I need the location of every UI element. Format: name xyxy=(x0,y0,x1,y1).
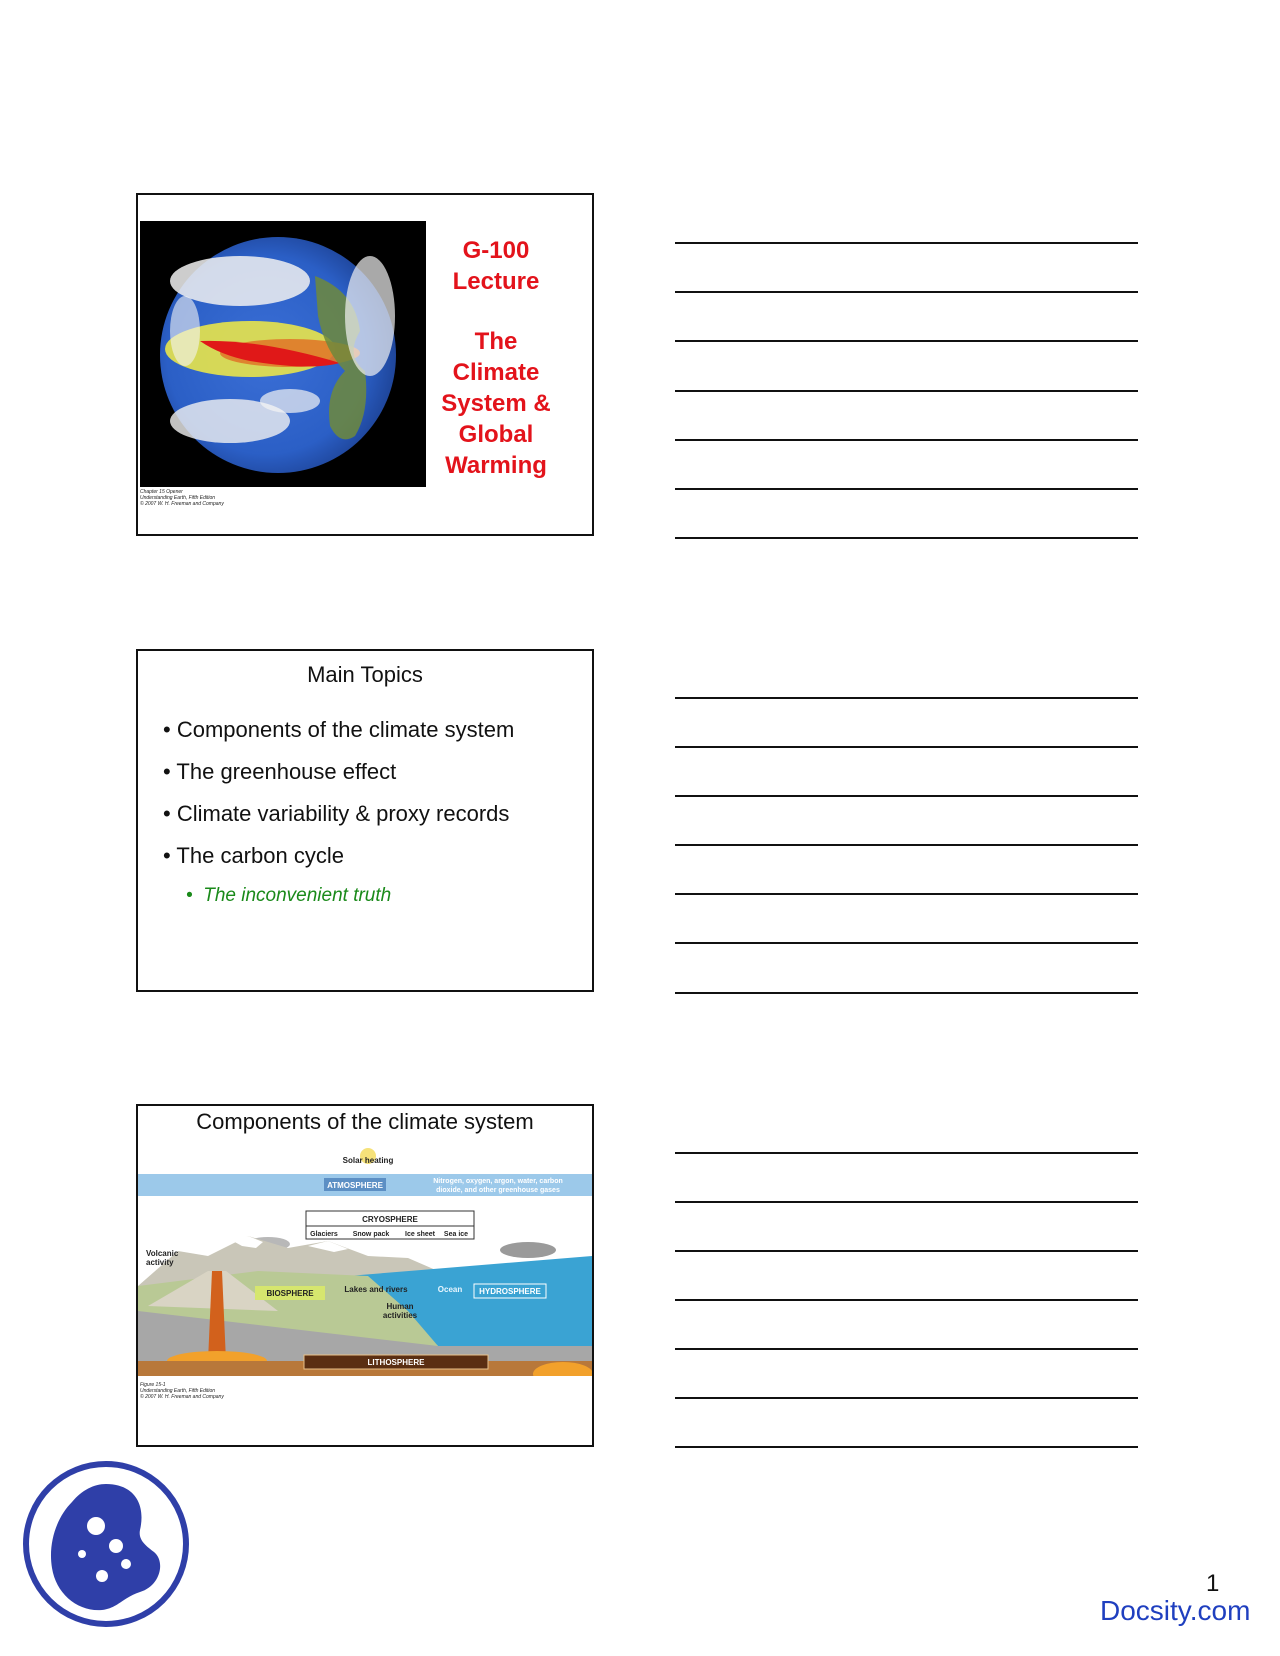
note-line[interactable] xyxy=(675,795,1138,797)
lecture-title: G-100 Lecture xyxy=(452,237,540,295)
note-line[interactable] xyxy=(675,746,1138,748)
ocean-label: Ocean xyxy=(437,1285,463,1294)
seaice-label: Sea ice xyxy=(443,1231,469,1238)
note-line[interactable] xyxy=(675,992,1138,994)
list-item: • The carbon cycle xyxy=(163,843,344,868)
atmosphere-label: ATMOSPHERE xyxy=(327,1181,383,1190)
note-line[interactable] xyxy=(675,242,1138,244)
human-label-2: activities xyxy=(382,1311,418,1320)
note-line[interactable] xyxy=(675,1201,1138,1203)
slide-title: Main Topics xyxy=(307,662,423,687)
figure-caption: Figure 15-1 Understanding Earth, Fifth Edition © 2007 W. H. Freeman and Company xyxy=(140,1382,224,1400)
lecture-subtitle: The Climate System & Global Warming xyxy=(441,328,551,479)
cryosphere-label: CRYOSPHERE xyxy=(362,1215,418,1224)
note-line[interactable] xyxy=(675,893,1138,895)
note-line[interactable] xyxy=(675,488,1138,490)
sub-list-item: • The inconvenient truth xyxy=(186,885,392,906)
lithosphere-label: LITHOSPHERE xyxy=(367,1358,425,1367)
lakes-label: Lakes and rivers xyxy=(344,1285,408,1294)
snow-label: Snow pack xyxy=(352,1231,390,1238)
note-line[interactable] xyxy=(675,1348,1138,1350)
note-line[interactable] xyxy=(675,942,1138,944)
note-line[interactable] xyxy=(675,697,1138,699)
slide-title: Components of the climate system xyxy=(196,1109,534,1134)
note-line[interactable] xyxy=(675,1446,1138,1448)
note-line[interactable] xyxy=(675,291,1138,293)
hydrosphere-label: HYDROSPHERE xyxy=(479,1287,541,1296)
slide-2 xyxy=(136,649,594,992)
page-number: 1 xyxy=(1206,1570,1220,1597)
gases-label-1: Nitrogen, oxygen, argon, water, carbon xyxy=(433,1178,563,1185)
icesheet-label: Ice sheet xyxy=(405,1231,435,1238)
biosphere-label: BIOSPHERE xyxy=(266,1289,314,1298)
solar-label: Solar heating xyxy=(342,1156,394,1165)
docsity-link[interactable]: Docsity.com xyxy=(1100,1595,1251,1626)
slide-1 xyxy=(136,193,594,536)
topic-list xyxy=(163,717,514,923)
climate-system-diagram xyxy=(138,1146,592,1376)
docsity-logo-icon xyxy=(22,1460,190,1633)
image-caption: Chapter 15 Opener Understanding Earth, Fifth Edition © 2007 W. H. Freeman and Company xyxy=(140,489,224,507)
list-item: • Climate variability & proxy records xyxy=(163,801,510,826)
note-line[interactable] xyxy=(675,537,1138,539)
note-line[interactable] xyxy=(675,1250,1138,1252)
volcanic-label-2: activity xyxy=(146,1258,174,1267)
note-line[interactable] xyxy=(675,390,1138,392)
volcanic-label-1: Volcanic xyxy=(146,1249,179,1258)
note-line[interactable] xyxy=(675,439,1138,441)
note-line[interactable] xyxy=(675,844,1138,846)
note-line[interactable] xyxy=(675,1299,1138,1301)
glaciers-label: Glaciers xyxy=(310,1231,338,1238)
human-label-1: Human xyxy=(386,1302,414,1311)
note-line[interactable] xyxy=(675,1152,1138,1154)
list-item: • Components of the climate system xyxy=(163,717,515,742)
gases-label-2: dioxide, and other greenhouse gases xyxy=(436,1187,560,1194)
slide-3 xyxy=(136,1104,594,1447)
note-line[interactable] xyxy=(675,340,1138,342)
note-line[interactable] xyxy=(675,1397,1138,1399)
list-item: • The greenhouse effect xyxy=(163,759,397,784)
earth-image xyxy=(140,221,426,487)
